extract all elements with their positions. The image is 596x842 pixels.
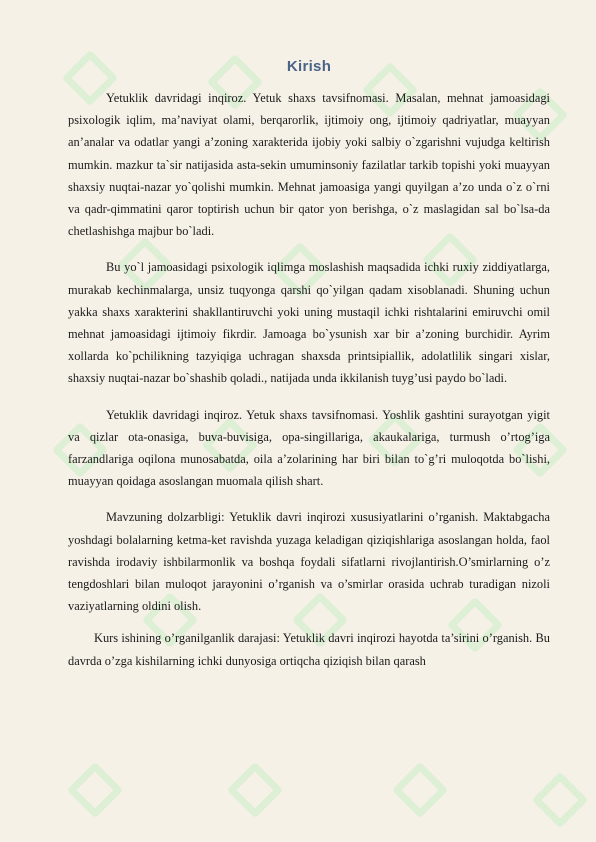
document-page [68, 58, 550, 672]
paragraph-4: Mavzuning dolzarbligi: Yetuklik davri inqirozi xususiyatlarini o’rganish. Maktabgacha yoshdagi bolalarning ketma-ket ravishda yuzaga keladigan qiziqishlariga asoslangan holda, faol ravishda irodaviy ishbilarmonlik va boshqa foydali sifatlarni rivojlantirish.O’smirlarning o’z tengdoshlari bilan muloqot jarayonini o’rganish va o’smirlar orasida uchrab turadigan nizoli vaziyatlarning oldini olish. [68, 510, 550, 614]
watermark-mark [392, 762, 449, 819]
page-title: Kirish [286, 58, 332, 75]
watermark-mark [227, 762, 284, 819]
paragraph-3: Yetuklik davridagi inqiroz. Yetuk shaxs tavsifnomasi. Yoshlik gashtini surayotgan yigit va qizlar ota-onasiga, buva-buvisiga, opa-singillariga, akaukalariga, turmush o’rtog’iga farzandlariga oqilona munosabatda, oila a’zolarining har biri bilan to`g’ri muloqotda bo`lishi, muayyan qoidaga asoslangan muomala qilish shart. [68, 407, 550, 489]
watermark-mark [532, 772, 589, 829]
paragraph-2: Bu yo`l jamoasidagi psixologik iqlimga moslashish maqsadida ichki ruxiy ziddiyatlarga, murakab kechinmalarga, unsiz tuqyonga qarshi qo`yilgan qadam xisoblanadi. Shuning uchun yakka shaxs xarakterini shakllantiruvchi yoki uning mustaqil ichki rishtalarini emiruvchi omil mehnat jamoasidagi ijtimoiy fikrdir. Jamoaga bo`ysunish xar bir a’zoning burchidir. Ayrim xollarda ko`pchilikning tazyiqiga uchragan shaxsda printsipiallik, adolatlilik singari xislar, shaxsiy nuqtai-nazar bo`shashib qoladi., natijada unda ikkilanish tuyg’usi paydo bo`ladi. [68, 260, 550, 386]
paragraph-5: Kurs ishining o’rganilganlik darajasi: Yetuklik davri inqirozi hayotda ta’sirini o’rganish. Bu davrda o’zga kishilarning ichki dunyosiga ortiqcha qiziqish bilan qarash [68, 631, 550, 668]
paragraph-1: Yetuklik davridagi inqiroz. Yetuk shaxs tavsifnomasi. Masalan, mehnat jamoasidagi psixologik iqlim, ma’naviyat olami, berqarorlik, ijtimoiy ong, ijtimoiy qadriyatlar, muayyan an’analar va odatlar yangi a’zoning xarakterida ijobiy yoki salbiy o`zgarishni vujudga keltirish mumkin. mazkur ta`sir natijasida asta-sekin umuminsoniy fazilatlar tarkib topishi yoki muayyan shaxsiy nuqtai-nazar yo`qolishi mumkin. Mehnat jamoasiga yangi quyilgan a’zo unda o`z o`rni va qadr-qimmatini qaror toptirish uchun bir qator yon berishga, o`z maslagidan sal bo`lsa-da chetlashishga majbur bo`ladi. [68, 91, 550, 239]
watermark-mark [67, 762, 124, 819]
